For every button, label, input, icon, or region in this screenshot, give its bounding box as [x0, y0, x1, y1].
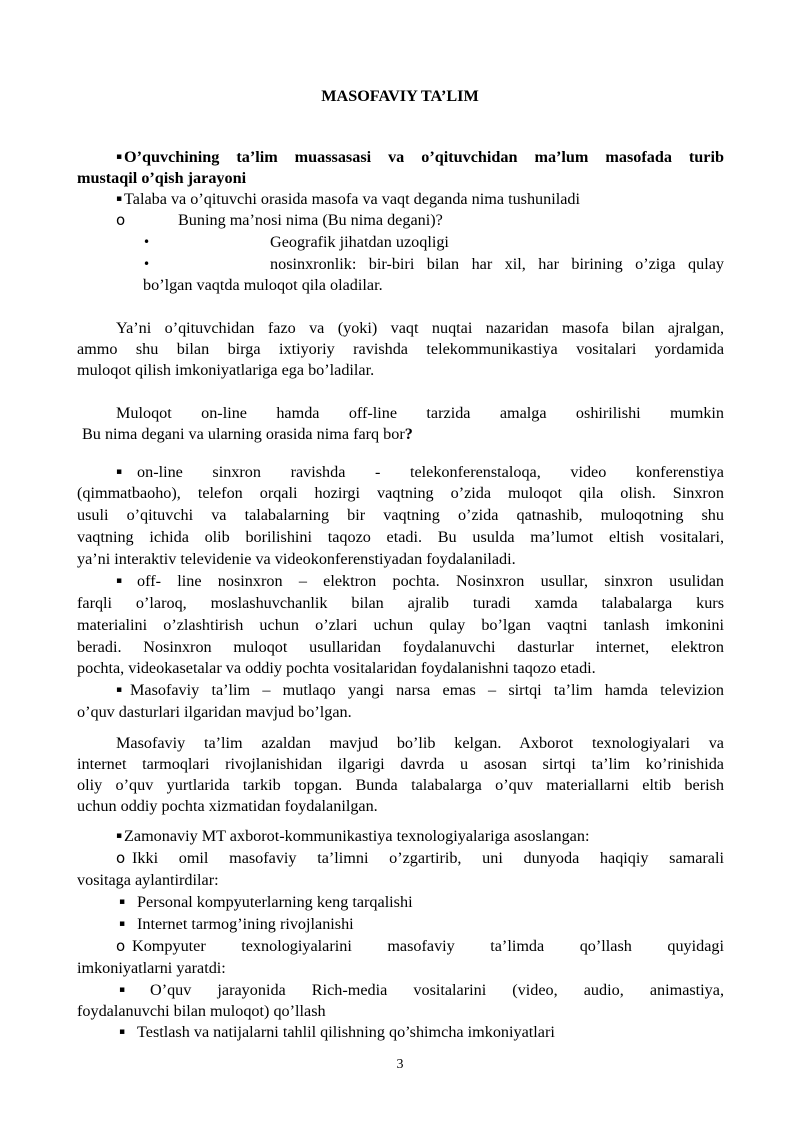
- intro-heading-line: O’quvchining ta’lim muassasasi va o’qituvchidan ma’lum masofada turib: [124, 148, 724, 166]
- intro-item: nosinxronlik: bir-biri bilan har xil, har birining o’ziga qulay: [270, 255, 724, 273]
- square-bullet: ▪: [116, 194, 123, 204]
- square-bullet: ▪: [116, 467, 123, 477]
- intro-heading-line: mustaqil o’qish jarayoni: [77, 169, 247, 187]
- circle-bullet: o: [116, 937, 126, 955]
- square-bullet: ▪: [116, 831, 123, 841]
- paragraph-line: ammo shu bilan birga ixtiyoriy ravishda telekommunikastiya vositalari yordamida: [77, 340, 724, 358]
- offline-line: materialini o’zlashtirish uchun o’zlari uchun qulay bo’lgan vaqtni tanlash imkonini: [77, 616, 724, 634]
- square-bullet: ▪: [119, 897, 126, 907]
- offline-line: pochta, videokasetalar va oddiy pochta vositalaridan foydalanishni taqozo etadi.: [77, 659, 596, 677]
- square-bullet: ▪: [119, 919, 126, 929]
- paragraph-line: muloqot qilish imkoniyatlariga ega bo’ladilar.: [77, 361, 375, 379]
- paragraph-line: oliy o’quv yurtlarida tarkib topgan. Bunda talabalarga o’quv materiallarni eltib berish: [77, 776, 724, 794]
- square-bullet: ▪: [116, 576, 123, 586]
- modern-item: O’quv jarayonida Rich-media vositalarini (video, audio, animastiya,: [150, 981, 724, 999]
- paragraph-line: Ya’ni o’qituvchidan fazo va (yoki) vaqt nuqtai nazaridan masofa bilan ajralgan,: [116, 319, 724, 337]
- offline-line: farqli o’laroq, moslashuvchanlik bilan ajralib turadi xamda talabalarga kurs: [77, 594, 724, 612]
- intro-question: Buning ma’nosi nima (Bu nima degani)?: [178, 211, 443, 229]
- paragraph-line: uchun oddiy pochta xizmatidan foydalanilgan.: [77, 797, 378, 815]
- intro-question: Talaba va o’qituvchi orasida masofa va vaqt deganda nima tushuniladi: [124, 190, 581, 208]
- modern-item: Testlash va natijalarni tahlil qilishning qo’shimcha imkoniyatlari: [137, 1023, 555, 1041]
- page-number: 3: [396, 1057, 404, 1072]
- intro-item: Geografik jihatdan uzoqligi: [270, 233, 449, 251]
- offline-line: beradi. Nosinxron muloqot usullaridan foydalanuvchi dasturlar internet, elektron: [77, 638, 724, 656]
- intro-item: bo’lgan vaqtda muloqot qila oladilar.: [143, 276, 383, 294]
- online-line: on-line sinxron ravishda - telekonferenstaloqa, video konferenstiya: [137, 463, 724, 481]
- paragraph-line: internet tarmoqlari rivojlanishidan ilgarigi davrda u asosan sirtqi ta’lim ko’rinishida: [77, 755, 724, 773]
- online-line: ya’ni interaktiv televidenie va videokonferenstiyadan foydalaniladi.: [77, 550, 516, 568]
- online-line: (qimmatbaoho), telefon orqali hozirgi vaqtning o’zida muloqot qila olish. Sinxron: [77, 484, 724, 502]
- modern-line: vositaga aylantirdilar:: [77, 871, 219, 889]
- square-bullet: ▪: [116, 152, 123, 162]
- paragraph-line: Masofaviy ta’lim azaldan mavjud bo’lib kelgan. Axborot texnologiyalari va: [116, 734, 724, 752]
- circle-bullet: o: [116, 211, 126, 229]
- modern-line: Kompyuter texnologiyalarini masofaviy ta’limda qo’llash quyidagi: [132, 937, 724, 955]
- circle-bullet: o: [116, 849, 126, 867]
- modern-item: Internet tarmog’ining rivojlanishi: [137, 915, 354, 933]
- modern-item: Personal kompyuterlarning keng tarqalishi: [137, 893, 413, 911]
- square-bullet: ▪: [119, 1027, 126, 1037]
- modern-line: Ikki omil masofaviy ta’limni o’zgartirib, uni dunyoda haqiqiy samarali: [132, 849, 724, 867]
- square-bullet: ▪: [116, 685, 123, 695]
- page-title: MASOFAVIY TA’LIM: [321, 87, 479, 105]
- dot-bullet: •: [143, 257, 151, 271]
- offline-line: off- line nosinxron – elektron pochta. Nosinxron usullar, sinxron usulidan: [137, 572, 724, 590]
- paragraph-line: Bu nima degani va ularning orasida nima farq bor?: [82, 425, 413, 443]
- dot-bullet: •: [143, 235, 151, 249]
- square-bullet: ▪: [119, 985, 126, 995]
- modern-item: foydalanuvchi bilan muloqot) qo’llash: [77, 1002, 326, 1020]
- masofaviy-line: Masofaviy ta’lim – mutlaqo yangi narsa emas – sirtqi ta’lim hamda televizion: [130, 681, 724, 699]
- modern-heading: Zamonaviy MT axborot-kommunikastiya texnologiyalariga asoslangan:: [124, 827, 590, 845]
- online-line: usuli o’qituvchi va talabalarning bir vaqtning o’zida qatnashib, muloqotning shu: [77, 506, 724, 524]
- masofaviy-line: o’quv dasturlari ilgaridan mavjud bo’lgan.: [77, 703, 352, 721]
- paragraph-line: Muloqot on-line hamda off-line tarzida amalga oshirilishi mumkin: [116, 404, 724, 422]
- modern-line: imkoniyatlarni yaratdi:: [77, 959, 226, 977]
- online-line: vaqtning ichida olib borilishini taqozo etadi. Bu usulda ma’lumot eltish vositalari,: [77, 528, 724, 546]
